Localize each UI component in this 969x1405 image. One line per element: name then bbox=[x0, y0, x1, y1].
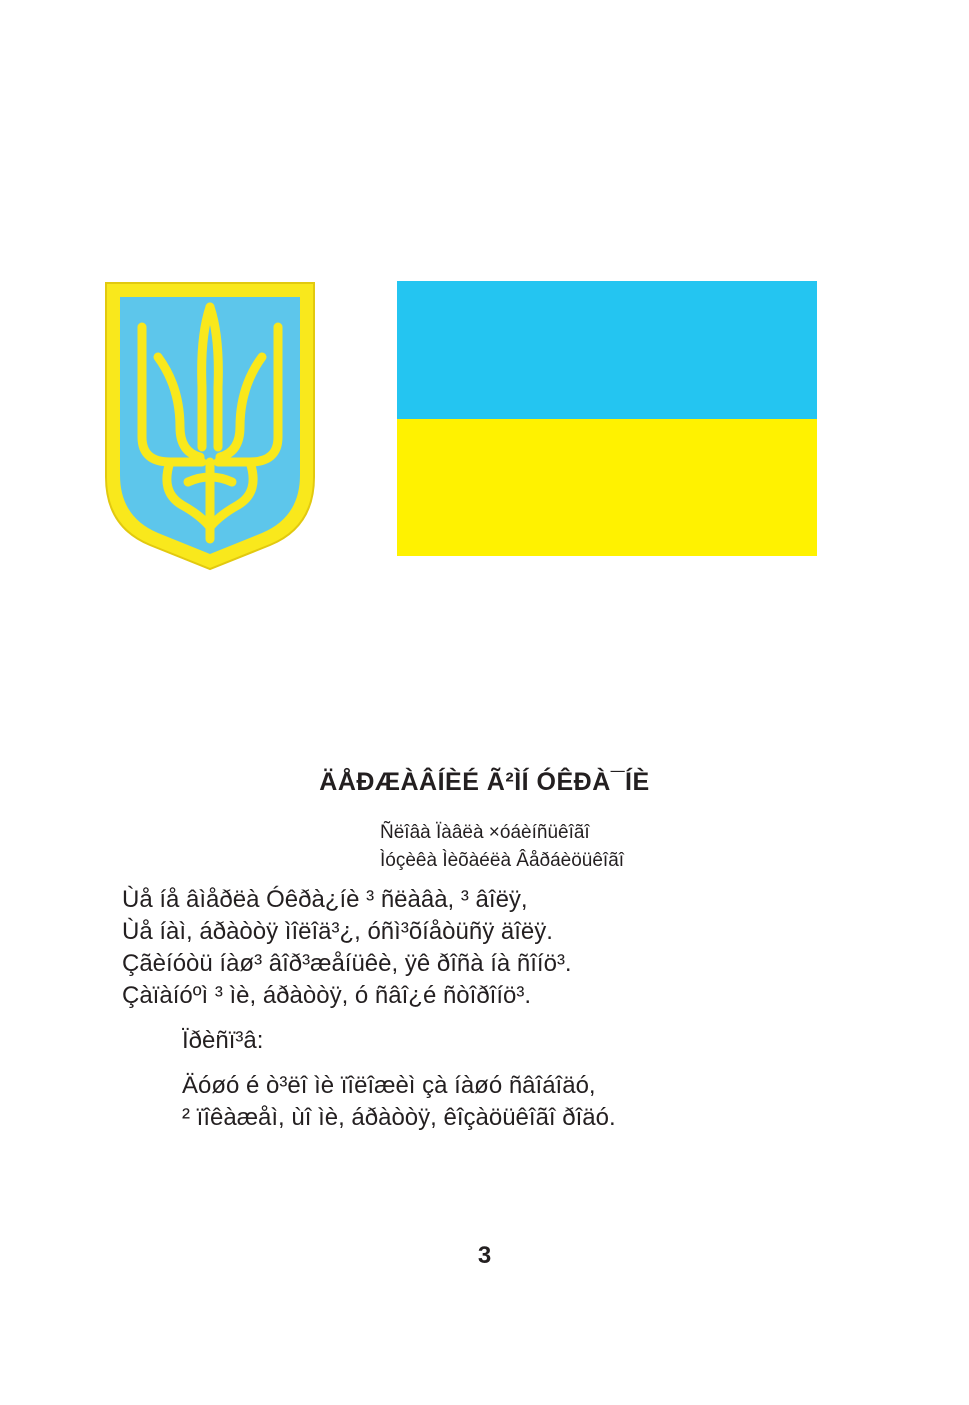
chorus-line: ² ïîêàæåì, ùî ìè, áðàòòÿ, êîçàöüêîãî ðîäó. bbox=[182, 1104, 616, 1131]
music-author: Ìóçèêà Ìèõàéëà Âåðáèöüêîãî bbox=[380, 850, 625, 871]
stanza-line: Çàïàíóºì ³ ìè, áðàòòÿ, ó ñâî¿é ñòîðîíö³. bbox=[122, 982, 532, 1009]
stanza-line: Çãèíóòü íàø³ âîð³æåíüêè, ÿê ðîñà íà ñîíö³. bbox=[122, 950, 572, 977]
trident-coat-of-arms-icon bbox=[100, 277, 320, 575]
stanza-line: Ùå íå âìåðëà Óêðà¿íè ³ ñëàâà, ³ âîëÿ, bbox=[122, 886, 528, 913]
page-number: 3 bbox=[477, 1242, 492, 1269]
authors bbox=[380, 819, 624, 875]
anthem-title: ÄÅÐÆÀÂÍÈÉ Ã²ÌÍ ÓÊÐÀ¯ÍÈ bbox=[319, 768, 650, 796]
chorus-line: Äóøó é ò³ëî ìè ïîëîæèì çà íàøó ñâîáîäó, bbox=[182, 1072, 596, 1099]
anthem-chorus bbox=[182, 1070, 616, 1134]
anthem-stanza bbox=[122, 884, 572, 1012]
lyrics-author: Ñëîâà Ïàâëà ×óáèíñüêîãî bbox=[380, 822, 590, 843]
ukraine-flag bbox=[397, 281, 817, 556]
flag-yellow-band bbox=[397, 419, 817, 557]
stanza-line: Ùå íàì, áðàòòÿ ìîëîä³¿, óñì³õíåòüñÿ äîëÿ. bbox=[122, 918, 553, 945]
flag-blue-band bbox=[397, 281, 817, 419]
chorus-label: Ïðèñï³â: bbox=[182, 1027, 264, 1054]
